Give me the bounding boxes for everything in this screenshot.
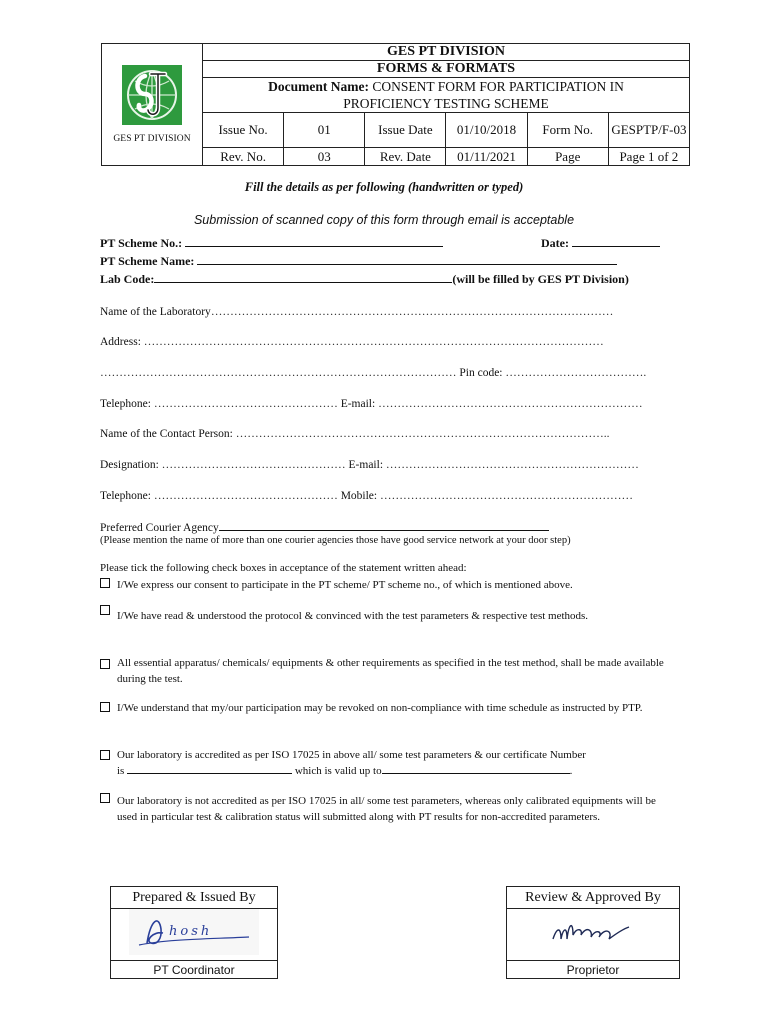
date-row bbox=[541, 236, 660, 251]
pin-code-label: Pin code: bbox=[459, 367, 503, 379]
doc-name-line2: PROFICIENCY TESTING SCHEME bbox=[343, 96, 549, 111]
address-field[interactable]: ………………………………………………………………………………………………………… bbox=[143, 336, 604, 348]
address-row-2 bbox=[100, 367, 646, 379]
telephone-mobile-row bbox=[100, 490, 633, 502]
consent-checkbox[interactable] bbox=[100, 578, 110, 588]
issue-date-label: Issue Date bbox=[365, 113, 446, 148]
issue-date: 01/10/2018 bbox=[446, 113, 527, 148]
telephone-label: Telephone: bbox=[100, 398, 151, 410]
courier-field[interactable] bbox=[219, 520, 549, 531]
checkbox-intro: Please tick the following check boxes in acceptance of the statement written ahead: bbox=[100, 562, 467, 574]
page-value: Page 1 of 2 bbox=[608, 148, 689, 166]
doc-name-line1: CONSENT FORM FOR PARTICIPATION IN bbox=[372, 79, 624, 94]
address-field-2[interactable]: ………………………………………………………………………………… bbox=[100, 367, 457, 379]
designation-row bbox=[100, 459, 639, 471]
revocation-checkbox[interactable] bbox=[100, 702, 110, 712]
telephone-label-2: Telephone: bbox=[100, 490, 151, 502]
courier-note: (Please mention the name of more than one courier agencies those have good service network at your door step) bbox=[100, 535, 571, 546]
telephone-field[interactable]: ………………………………………… bbox=[153, 398, 338, 410]
doc-name-label: Document Name: bbox=[268, 79, 369, 94]
contact-person-label: Name of the Contact Person: bbox=[100, 428, 233, 440]
division-title: GES PT DIVISION bbox=[203, 44, 690, 61]
scheme-name-row bbox=[100, 254, 617, 269]
address-label: Address: bbox=[100, 336, 141, 348]
mobile-field[interactable]: ………………………………………………………… bbox=[379, 490, 633, 502]
accredited-is-label: is bbox=[117, 765, 125, 777]
prepared-signature bbox=[111, 909, 278, 961]
ges-logo-icon bbox=[121, 64, 183, 126]
logo-caption: GES PT DIVISION bbox=[113, 133, 191, 144]
designation-label: Designation: bbox=[100, 459, 159, 471]
accredited-text-line1: Our laboratory is accredited as per ISO 17025 in above all/ some test parameters & our certificate Number bbox=[117, 749, 586, 761]
reviewed-signature bbox=[507, 909, 680, 961]
not-accredited-checkbox[interactable] bbox=[100, 793, 110, 803]
scheme-name-label: PT Scheme Name: bbox=[100, 254, 195, 268]
rev-date-label: Rev. Date bbox=[365, 148, 446, 166]
prepared-signature-image bbox=[129, 909, 259, 955]
protocol-text: I/We have read & understood the protocol & convinced with the test parameters & respective test methods. bbox=[117, 610, 589, 622]
lab-code-field[interactable] bbox=[154, 272, 452, 283]
apparatus-checkbox[interactable] bbox=[100, 659, 110, 669]
prepared-header: Prepared & Issued By bbox=[111, 887, 278, 909]
email-field-2[interactable]: ………………………………………………………… bbox=[385, 459, 639, 471]
mobile-label: Mobile: bbox=[340, 490, 378, 502]
signature-table bbox=[110, 886, 680, 979]
apparatus-text: All essential apparatus/ chemicals/ equipments & other requirements as specified in the test method, shall be made available during the test. bbox=[117, 657, 664, 685]
signature-spacer bbox=[278, 887, 507, 979]
issue-no-label: Issue No. bbox=[203, 113, 284, 148]
scheme-no-label: PT Scheme No.: bbox=[100, 236, 183, 250]
accredited-checkbox[interactable] bbox=[100, 750, 110, 760]
reviewed-role: Proprietor bbox=[507, 961, 680, 979]
valid-up-to-field[interactable] bbox=[382, 763, 570, 774]
email-label-2: E-mail: bbox=[348, 459, 384, 471]
courier-row bbox=[100, 520, 549, 534]
rev-date: 01/11/2021 bbox=[446, 148, 527, 166]
date-label: Date: bbox=[541, 236, 569, 250]
reviewed-header: Review & Approved By bbox=[507, 887, 680, 909]
lab-code-row bbox=[100, 272, 629, 287]
pin-code-field[interactable]: ………………………………. bbox=[505, 367, 647, 379]
rev-no-label: Rev. No. bbox=[203, 148, 284, 166]
not-accredited-text: Our laboratory is not accredited as per ISO 17025 in all/ some test parameters, whereas only calibrated equipments will be used in particular test & calibration status will submitted along with PT results for non-accredited parameters. bbox=[117, 795, 656, 823]
designation-field[interactable]: ………………………………………… bbox=[161, 459, 346, 471]
scheme-name-field[interactable] bbox=[197, 254, 617, 265]
page-label: Page bbox=[527, 148, 608, 166]
address-row bbox=[100, 336, 604, 348]
telephone-row bbox=[100, 398, 643, 410]
date-field[interactable] bbox=[572, 236, 660, 247]
lab-code-label: Lab Code: bbox=[100, 272, 155, 286]
lab-code-note: (will be filled by GES PT Division) bbox=[452, 272, 629, 286]
forms-title: FORMS & FORMATS bbox=[203, 61, 690, 78]
courier-label: Preferred Courier Agency bbox=[100, 522, 219, 534]
lab-name-label: Name of the Laboratory bbox=[100, 306, 211, 318]
scheme-no-row bbox=[100, 236, 443, 251]
prepared-role: PT Coordinator bbox=[111, 961, 278, 979]
logo-cell bbox=[102, 44, 203, 166]
accredited-text: Our laboratory is accredited as per ISO 17025 in above all/ some test parameters & our certificate Number is which is valid up to . bbox=[117, 749, 586, 777]
protocol-checkbox[interactable] bbox=[100, 605, 110, 615]
valid-up-to-label: which is valid up to bbox=[294, 765, 382, 777]
form-no: GESPTP/F-03 bbox=[608, 113, 689, 148]
consent-text: I/We express our consent to participate in the PT scheme/ PT scheme no., of which is mentioned above. bbox=[117, 579, 573, 591]
revocation-text: I/We understand that my/our participation may be revoked on non-compliance with time schedule as instructed by PTP. bbox=[117, 702, 643, 714]
contact-person-field[interactable]: …………………………………………………………………………………….. bbox=[235, 428, 610, 440]
contact-person-row bbox=[100, 428, 609, 440]
telephone-field-2[interactable]: ………………………………………… bbox=[153, 490, 338, 502]
instruction-fill-details: Fill the details as per following (handwritten or typed) bbox=[244, 180, 524, 194]
issue-no: 01 bbox=[284, 113, 365, 148]
scheme-no-field[interactable] bbox=[185, 236, 443, 247]
document-name bbox=[203, 78, 690, 113]
form-no-label: Form No. bbox=[527, 113, 608, 148]
svg-text:hosh: hosh bbox=[169, 924, 213, 939]
lab-name-row bbox=[100, 306, 613, 318]
rev-no: 03 bbox=[284, 148, 365, 166]
email-field[interactable]: …………………………………………………………… bbox=[378, 398, 643, 410]
reviewed-signature-image bbox=[543, 909, 643, 955]
lab-name-field[interactable]: …………………………………………………………………………………………… bbox=[210, 306, 614, 318]
email-label: E-mail: bbox=[340, 398, 376, 410]
document-header bbox=[101, 43, 690, 166]
instruction-email-submission: Submission of scanned copy of this form through email is acceptable bbox=[193, 213, 575, 227]
certificate-number-field[interactable] bbox=[127, 763, 292, 774]
